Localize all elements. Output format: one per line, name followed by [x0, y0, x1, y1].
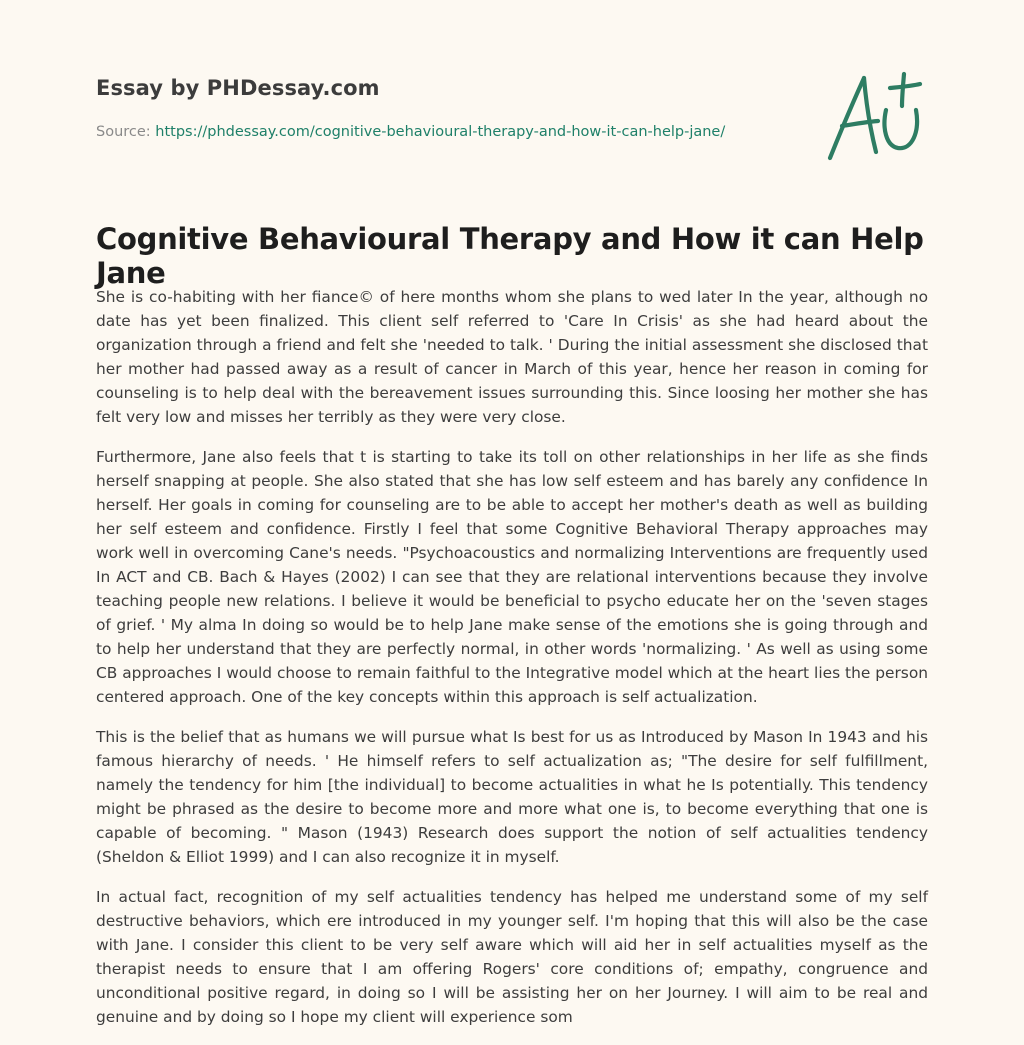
- a-plus-logo-icon: [820, 66, 930, 166]
- source-link[interactable]: https://phdessay.com/cognitive-behavioural-therapy-and-how-it-can-help-jane/: [155, 124, 726, 140]
- essay-title: Cognitive Behavioural Therapy and How it can Help Jane: [96, 222, 924, 290]
- essay-paragraph: In actual fact, recognition of my self actualities tendency has helped me understand some of my self destructive behaviors, which ere introduced in my younger self. I'm hoping that this will also be the case with Jane. I consider this client to be very self aware which will aid her in self actualities myself as the therapist needs to ensure that I am offering Rogers' core conditions of; empathy, congruence and unconditional positive regard, in doing so I will be assisting her on her Journey. I will aim to be real and genuine and by doing so I hope my client will experience som: [96, 888, 928, 1026]
- essay-paragraph: Furthermore, Jane also feels that t is starting to take its toll on other relationships in her life as she finds herself snapping at people. She also stated that she has low self esteem and has barely any confidence In herself. Her goals in coming for counseling are to be able to accept her mother's death as well as building her self esteem and confidence. Firstly I feel that some Cognitive Behavioral Therapy approaches may work well in overcoming Cane's needs. "Psychoacoustics and normalizing Interventions are frequently used In ACT and CB. Bach & Hayes (2002) I can see that they are relational interventions because they involve teaching people new relations. I believe it would be beneficial to psycho educate her on the 'seven stages of grief. ' My alma In doing so would be to help Jane make sense of the emotions she is going through and to help her understand that they are perfectly normal, in other words 'normalizing. ' As well as using some CB approaches I would choose to remain faithful to the Integrative model which at the heart lies the person centered approach. One of the key concepts within this approach is self actualization.: [96, 448, 928, 706]
- essay-body: [96, 285, 928, 1045]
- site-brand: Essay by PHDessay.com: [96, 76, 380, 100]
- essay-paragraph: She is co-habiting with her fiance© of here months whom she plans to wed later In the year, although no date has yet been finalized. This client self referred to 'Care In Crisis' as she had heard about the organization through a friend and felt she 'needed to talk. ' During the initial assessment she disclosed that her mother had passed away as a result of cancer in March of this year, hence her reason in coming for counseling is to help deal with the bereavement issues surrounding this. Since loosing her mother she has felt very low and misses her terribly as they were very close.: [96, 288, 928, 426]
- source-label: Source:: [96, 124, 156, 140]
- source-line: [96, 124, 725, 140]
- essay-paragraph: This is the belief that as humans we will pursue what Is best for us as Introduced by Mason In 1943 and his famous hierarchy of needs. ' He himself refers to self actualization as; "The desire for self fulfillment, namely the tendency for him [the individual] to become actualities in what he Is potentially. This tendency might be phrased as the desire to become more and more what one is, to become everything that one is capable of becoming. " Mason (1943) Research does support the notion of self actualities tendency (Sheldon & Elliot 1999) and I can also recognize it in myself.: [96, 728, 928, 866]
